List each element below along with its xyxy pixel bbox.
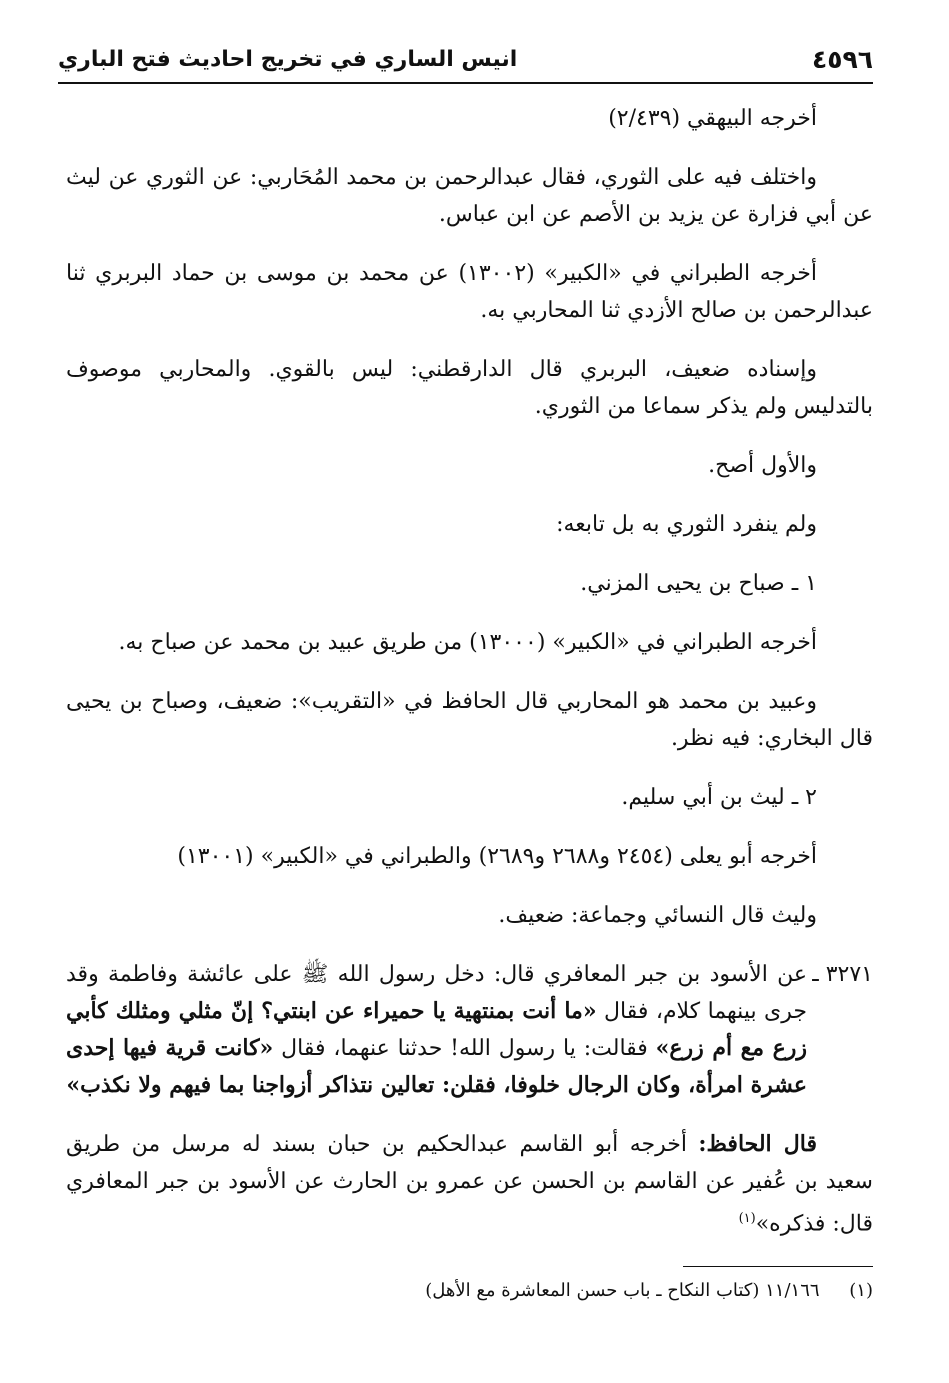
paragraph-sabah: ١ ـ صباح بن يحيى المزني. bbox=[580, 571, 817, 596]
paragraph-bayhaqi: أخرجه البيهقي (٢/٤٣٩) bbox=[608, 106, 817, 131]
paragraph-tabarani: أخرجه الطبراني في «الكبير» (١٣٠٠٢) عن محمد بن موسى بن حماد البربري ثنا عبدالرحمن بن صالح الأزدي ثنا المحاربي به. bbox=[66, 261, 873, 323]
footnote bbox=[66, 1276, 873, 1306]
paragraph-isnad-weak: وإسناده ضعيف، البربري قال الدارقطني: ليس بالقوي. والمحاربي موصوف بالتدليس ولم يذكر سماعا من الثوري. bbox=[66, 357, 873, 419]
hadith-narration-mid: فقالت: يا رسول الله! حدثنا عنهما، فقال bbox=[273, 1036, 656, 1061]
footnote-text: ١١/١٦٦ (كتاب النكاح ـ باب حسن المعاشرة مع الأهل) bbox=[425, 1280, 820, 1301]
hadith-number: ٣٢٧١ ـ bbox=[812, 962, 873, 987]
page-header bbox=[58, 38, 873, 84]
page-body bbox=[66, 100, 873, 1264]
hadith-quote-two: «كانت قرية فيها إحدى عشرة امرأة، وكان الرجال خلوفا، فقلن: تعالين نتذاكر أزواجنا بما فيهم ولا نكذب» bbox=[66, 1035, 807, 1098]
paragraph-followed: ولم ينفرد الثوري به بل تابعه: bbox=[556, 512, 817, 537]
footnote-divider bbox=[683, 1266, 873, 1267]
paragraph-layth-weak: وليث قال النسائي وجماعة: ضعيف. bbox=[498, 903, 817, 928]
hafiz-text: أخرجه أبو القاسم عبدالحكيم بن حبان بسند له مرسل من طريق سعيد بن عُفير عن القاسم بن الحسن عن عمرو بن الحارث عن الأسود بن جبر المعافري قال: فذكره» bbox=[66, 1132, 873, 1237]
footnote-number: (١) bbox=[849, 1280, 873, 1301]
paragraph-first-correct: والأول أصح. bbox=[708, 453, 817, 478]
paragraph-tabarani-sabah: أخرجه الطبراني في «الكبير» (١٣٠٠٠) من طريق عبيد بن محمد عن صباح به. bbox=[118, 630, 817, 655]
hadith-quote-one: «ما أنت بمنتهية يا حميراء عن ابنتي؟ إنّ مثلي ومثلك كأبي زرع مع أم زرع» bbox=[66, 998, 807, 1061]
paragraph-abu-yala: أخرجه أبو يعلى (٢٤٥٤ و٢٦٨٨ و٢٦٨٩) والطبراني في «الكبير» (١٣٠٠١) bbox=[177, 844, 817, 869]
paragraph-ubayd: وعبيد بن محمد هو المحاربي قال الحافظ في «التقريب»: ضعيف، وصباح بن يحيى قال البخاري: فيه نظر. bbox=[66, 689, 873, 751]
book-title: انيس الساري في تخريج احاديث فتح الباري bbox=[58, 47, 518, 72]
paragraph-hafiz bbox=[66, 1126, 873, 1242]
hadith-narration-intro: عن الأسود بن جبر المعافري قال: دخل رسول الله ﷺ على عائشة وفاطمة وقد جرى بينهما كلام، فقال bbox=[66, 962, 807, 1024]
paragraph-layth: ٢ ـ ليث بن أبي سليم. bbox=[621, 785, 817, 810]
hadith-entry bbox=[66, 956, 873, 1104]
hafiz-label: قال الحافظ: bbox=[698, 1131, 817, 1157]
hadith-text bbox=[66, 956, 807, 1104]
footnote-reference: (١) bbox=[738, 1211, 756, 1226]
paragraph-disagreement: واختلف فيه على الثوري، فقال عبدالرحمن بن محمد المُحَاربي: عن الثوري عن ليث عن أبي فزارة عن يزيد بن الأصم عن ابن عباس. bbox=[66, 165, 873, 227]
page-number: ٤٥٩٦ bbox=[811, 45, 873, 74]
